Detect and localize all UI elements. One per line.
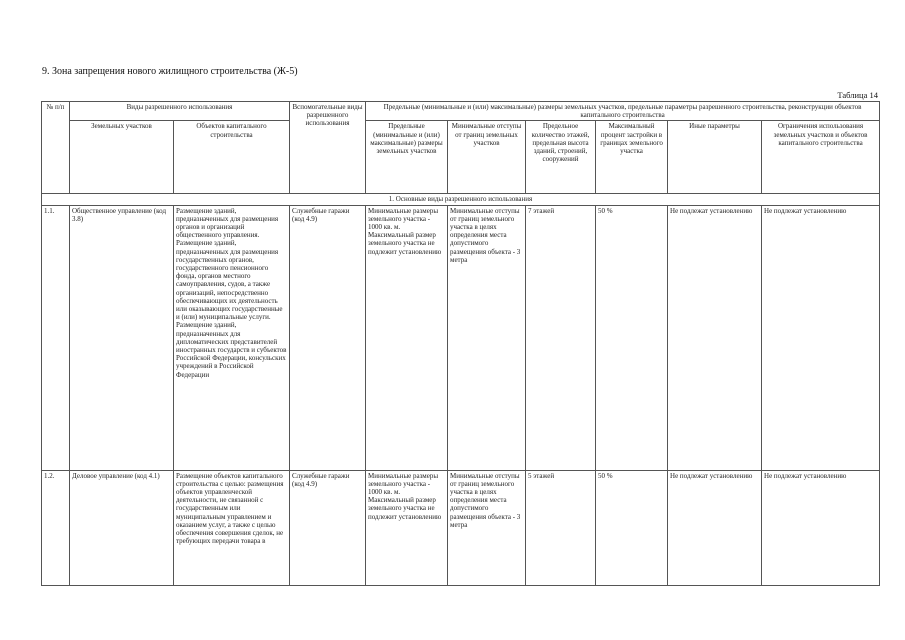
row-setbacks: Минимальные отступы от границ земельного участка в целях определения места допустимого размещения объекта - 3 метра xyxy=(448,470,526,585)
row-sizes: Минимальные размеры земельного участка - 1000 кв. м. Максимальный размер земельного участка не подлежит установлению xyxy=(366,205,448,470)
row-coverage: 50 % xyxy=(596,205,668,470)
row-objects: Размещение зданий, предназначенных для размещения органов и организаций общественного управления. Размещение зданий, предназначенных для размещения государственных органов, государственного пенсионного фонда, органов местного самоуправления, судов, а также организаций, непосредственно обеспечивающих их деятельность или оказывающих государственные и (или) муниципальные услуги. Размещение зданий, предназначенных для дипломатических представителей иностранных государств и субъектов Российской Федерации, консульских учреждений в Российской Федерации xyxy=(174,205,290,470)
header-max-floors: Предельное количество этажей, предельная высота зданий, строений, сооружений xyxy=(526,121,596,194)
row-floors: 5 этажей xyxy=(526,470,596,585)
row-num: 1.1. xyxy=(42,205,70,470)
row-auxiliary: Служебные гаражи (код 4.9) xyxy=(290,205,366,470)
header-limit-sizes: Предельные (минимальные и (или) максимальные) размеры земельных участков xyxy=(366,121,448,194)
header-auxiliary: Вспомогательные виды разрешенного использования xyxy=(290,102,366,194)
row-restrictions: Не подлежат установлению xyxy=(762,205,880,470)
row-restrictions: Не подлежат установлению xyxy=(762,470,880,585)
header-restrictions: Ограничения использования земельных участков и объектов капитального строительства xyxy=(762,121,880,194)
zone-heading: 9. Зона запрещения нового жилищного строительства (Ж-5) xyxy=(42,66,298,77)
header-other-params: Иные параметры xyxy=(668,121,762,194)
table-row xyxy=(42,205,880,470)
header-limits: Предельные (минимальные и (или) максимальные) размеры земельных участков, предельные параметры разрешенного строительства, реконструкции объектов капитального строительства xyxy=(366,102,880,121)
header-capital-objects: Объектов капитального строительства xyxy=(174,121,290,194)
table-label: Таблица 14 xyxy=(837,90,878,100)
header-num: № п/п xyxy=(42,102,70,194)
table-row xyxy=(42,470,880,585)
header-land-plots: Земельных участков xyxy=(70,121,174,194)
section-row xyxy=(42,194,880,205)
header-row-2 xyxy=(42,121,880,194)
row-land-use: Деловое управление (код 4.1) xyxy=(70,470,174,585)
row-other: Не подлежат установлению xyxy=(668,470,762,585)
header-permitted-uses: Виды разрешенного использования xyxy=(70,102,290,121)
row-sizes: Минимальные размеры земельного участка - 1000 кв. м. Максимальный размер земельного участка не подлежит установлению xyxy=(366,470,448,585)
row-land-use: Общественное управление (код 3.8) xyxy=(70,205,174,470)
row-num: 1.2. xyxy=(42,470,70,585)
row-coverage: 50 % xyxy=(596,470,668,585)
header-row-1 xyxy=(42,102,880,121)
row-setbacks: Минимальные отступы от границ земельного участка в целях определения места допустимого размещения объекта - 3 метра xyxy=(448,205,526,470)
row-auxiliary: Служебные гаражи (код 4.9) xyxy=(290,470,366,585)
header-max-coverage: Максимальный процент застройки в границах земельного участка xyxy=(596,121,668,194)
regulations-table xyxy=(41,101,880,586)
section-title: 1. Основные виды разрешенного использования xyxy=(42,194,880,205)
header-min-setbacks: Минимальные отступы от границ земельных участков xyxy=(448,121,526,194)
row-floors: 7 этажей xyxy=(526,205,596,470)
row-objects: Размещение объектов капитального строительства с целью: размещения объектов управленческой деятельности, не связанной с государственным или муниципальным управлением и оказанием услуг, а также с целью обеспечения совершения сделок, не требующих передачи товара в xyxy=(174,470,290,585)
row-other: Не подлежат установлению xyxy=(668,205,762,470)
